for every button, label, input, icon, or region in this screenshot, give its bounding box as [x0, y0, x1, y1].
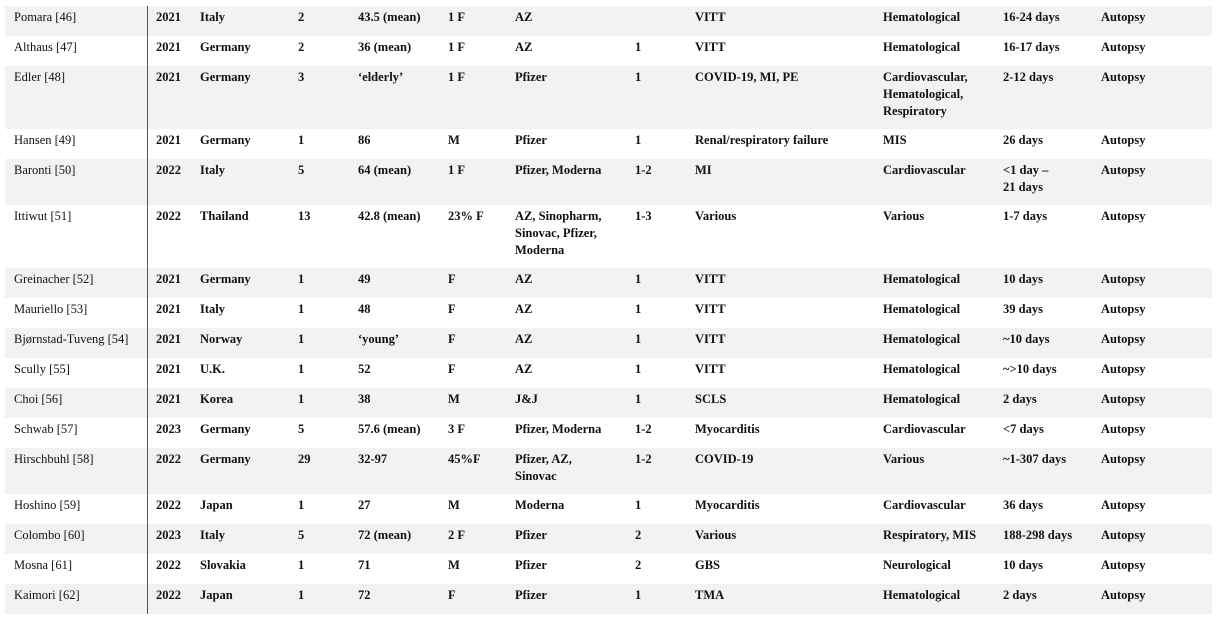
- cell-age: ‘young’: [358, 332, 399, 346]
- table-row: [5, 159, 1212, 205]
- cell-cause: VITT: [695, 10, 726, 24]
- cell-vaccine: Pfizer: [515, 528, 547, 542]
- table-row: [5, 129, 1212, 159]
- cell-cause: VITT: [695, 272, 726, 286]
- cell-cause: SCLS: [695, 392, 727, 406]
- cell-author: Hirschbuhl [58]: [14, 452, 94, 466]
- cell-year: 2022: [156, 558, 181, 572]
- table-row: [5, 205, 1212, 268]
- cell-age: 86: [358, 133, 371, 147]
- cell-sex: 1 F: [448, 10, 466, 24]
- cell-age: 48: [358, 302, 371, 316]
- cell-author: Mauriello [53]: [14, 302, 88, 316]
- cell-age: 27: [358, 498, 371, 512]
- cell-year: 2021: [156, 362, 181, 376]
- cell-dose: 1-2: [635, 452, 652, 466]
- cell-vaccine: Pfizer, AZ, Sinovac: [515, 452, 572, 483]
- cell-system: Various: [883, 452, 925, 466]
- cell-cause: Various: [695, 209, 737, 223]
- cell-time: 1-7 days: [1003, 209, 1048, 223]
- cell-year: 2021: [156, 70, 181, 84]
- column-divider: [147, 6, 148, 614]
- cell-dose: 1: [635, 133, 642, 147]
- cell-n: 1: [298, 588, 305, 602]
- cell-country: Germany: [200, 422, 251, 436]
- cell-n: 5: [298, 528, 305, 542]
- cell-year: 2022: [156, 588, 181, 602]
- cell-age: 64 (mean): [358, 163, 412, 177]
- cell-method: Autopsy: [1101, 588, 1146, 602]
- cell-method: Autopsy: [1101, 362, 1146, 376]
- cell-time: 2 days: [1003, 392, 1037, 406]
- cell-dose: 1: [635, 498, 642, 512]
- cell-n: 3: [298, 70, 305, 84]
- cell-time: <1 day – 21 days: [1003, 163, 1049, 194]
- cell-country: Germany: [200, 40, 251, 54]
- cell-sex: 1 F: [448, 70, 466, 84]
- cell-author: Choi [56]: [14, 392, 63, 406]
- cell-n: 29: [298, 452, 311, 466]
- cell-system: Respiratory, MIS: [883, 528, 977, 542]
- table-row: [5, 66, 1212, 129]
- cell-sex: F: [448, 302, 456, 316]
- table-row: [5, 448, 1212, 494]
- cell-n: 1: [298, 558, 305, 572]
- cell-vaccine: AZ: [515, 362, 533, 376]
- cell-country: Italy: [200, 10, 225, 24]
- cell-time: 188-298 days: [1003, 528, 1073, 542]
- cell-year: 2021: [156, 40, 181, 54]
- cell-vaccine: Pfizer, Moderna: [515, 163, 602, 177]
- cell-age: 38: [358, 392, 371, 406]
- cell-system: Cardiovascular: [883, 163, 966, 177]
- cell-country: Japan: [200, 498, 233, 512]
- cell-vaccine: Pfizer: [515, 133, 547, 147]
- cell-country: Korea: [200, 392, 234, 406]
- cell-year: 2021: [156, 133, 181, 147]
- cell-cause: GBS: [695, 558, 721, 572]
- cell-dose: 2: [635, 528, 642, 542]
- cell-system: Hematological: [883, 10, 961, 24]
- cell-vaccine: Pfizer, Moderna: [515, 422, 602, 436]
- cell-cause: TMA: [695, 588, 725, 602]
- cell-age: 72 (mean): [358, 528, 412, 542]
- cell-method: Autopsy: [1101, 302, 1146, 316]
- cell-sex: F: [448, 272, 456, 286]
- cell-country: Slovakia: [200, 558, 246, 572]
- cell-age: ‘elderly’: [358, 70, 404, 84]
- cell-n: 2: [298, 10, 305, 24]
- cell-time: 16-17 days: [1003, 40, 1060, 54]
- cell-cause: COVID-19, MI, PE: [695, 70, 799, 84]
- table-row: [5, 388, 1212, 418]
- cell-method: Autopsy: [1101, 40, 1146, 54]
- cell-vaccine: Moderna: [515, 498, 565, 512]
- cell-n: 5: [298, 422, 305, 436]
- cell-n: 1: [298, 272, 305, 286]
- table-row: [5, 358, 1212, 388]
- cell-dose: 1: [635, 392, 642, 406]
- cell-dose: 1: [635, 70, 642, 84]
- cell-dose: 1: [635, 588, 642, 602]
- cell-n: 1: [298, 332, 305, 346]
- cell-system: Hematological: [883, 272, 961, 286]
- cell-n: 1: [298, 392, 305, 406]
- cell-author: Schwab [57]: [14, 422, 78, 436]
- cell-method: Autopsy: [1101, 332, 1146, 346]
- cell-time: ~10 days: [1003, 332, 1050, 346]
- cell-year: 2021: [156, 392, 181, 406]
- cell-sex: 1 F: [448, 40, 466, 54]
- cell-cause: VITT: [695, 362, 726, 376]
- cell-author: Colombo [60]: [14, 528, 85, 542]
- cell-country: Norway: [200, 332, 243, 346]
- cell-method: Autopsy: [1101, 452, 1146, 466]
- cell-cause: MI: [695, 163, 712, 177]
- cell-vaccine: J&J: [515, 392, 538, 406]
- cell-year: 2023: [156, 528, 181, 542]
- cell-method: Autopsy: [1101, 422, 1146, 436]
- cell-system: Hematological: [883, 362, 961, 376]
- cell-author: Bjørnstad-Tuveng [54]: [14, 332, 129, 346]
- cell-time: 39 days: [1003, 302, 1043, 316]
- table-row: [5, 298, 1212, 328]
- table-row: [5, 328, 1212, 358]
- cell-year: 2022: [156, 163, 181, 177]
- cell-system: Neurological: [883, 558, 951, 572]
- cell-system: MIS: [883, 133, 907, 147]
- cell-dose: 1: [635, 362, 642, 376]
- table-row: [5, 584, 1212, 614]
- cell-system: Cardiovascular: [883, 498, 966, 512]
- cell-year: 2023: [156, 422, 181, 436]
- cell-vaccine: AZ: [515, 272, 533, 286]
- cell-dose: 1: [635, 272, 642, 286]
- cell-sex: M: [448, 392, 460, 406]
- cell-age: 36 (mean): [358, 40, 412, 54]
- cell-author: Hansen [49]: [14, 133, 76, 147]
- cell-cause: VITT: [695, 40, 726, 54]
- cell-author: Baronti [50]: [14, 163, 76, 177]
- cell-system: Hematological: [883, 332, 961, 346]
- cell-vaccine: AZ: [515, 40, 533, 54]
- cell-sex: M: [448, 133, 460, 147]
- cell-author: Ittiwut [51]: [14, 209, 72, 223]
- cell-system: Hematological: [883, 40, 961, 54]
- cell-year: 2021: [156, 272, 181, 286]
- cell-dose: 1-2: [635, 422, 652, 436]
- cell-method: Autopsy: [1101, 528, 1146, 542]
- cell-time: 10 days: [1003, 272, 1043, 286]
- cell-country: Germany: [200, 452, 251, 466]
- cell-sex: F: [448, 362, 456, 376]
- cell-cause: Myocarditis: [695, 422, 760, 436]
- cell-author: Kaimori [62]: [14, 588, 80, 602]
- cell-vaccine: Pfizer: [515, 70, 547, 84]
- cell-method: Autopsy: [1101, 558, 1146, 572]
- cell-country: Germany: [200, 133, 251, 147]
- cell-time: 26 days: [1003, 133, 1043, 147]
- cell-method: Autopsy: [1101, 70, 1146, 84]
- cell-dose: 1: [635, 332, 642, 346]
- cell-method: Autopsy: [1101, 209, 1146, 223]
- cell-age: 57.6 (mean): [358, 422, 421, 436]
- cell-system: Cardiovascular, Hematological, Respiratory: [883, 70, 968, 118]
- cell-dose: 1: [635, 302, 642, 316]
- cell-n: 1: [298, 362, 305, 376]
- cell-author: Hoshino [59]: [14, 498, 81, 512]
- cell-dose: 2: [635, 558, 642, 572]
- cell-vaccine: AZ: [515, 10, 533, 24]
- cell-author: Althaus [47]: [14, 40, 77, 54]
- cell-method: Autopsy: [1101, 133, 1146, 147]
- cell-age: 43.5 (mean): [358, 10, 421, 24]
- cell-author: Scully [55]: [14, 362, 70, 376]
- table-row: [5, 554, 1212, 584]
- cell-n: 13: [298, 209, 311, 223]
- cell-country: Thailand: [200, 209, 249, 223]
- cell-year: 2022: [156, 498, 181, 512]
- data-table: [5, 6, 1212, 614]
- cell-sex: 45%F: [448, 452, 481, 466]
- cell-sex: 3 F: [448, 422, 466, 436]
- cell-year: 2021: [156, 332, 181, 346]
- cell-time: 36 days: [1003, 498, 1043, 512]
- cell-n: 1: [298, 498, 305, 512]
- cell-dose: 1: [635, 40, 642, 54]
- cell-n: 1: [298, 302, 305, 316]
- cell-cause: Various: [695, 528, 737, 542]
- cell-method: Autopsy: [1101, 392, 1146, 406]
- cell-n: 5: [298, 163, 305, 177]
- cell-author: Greinacher [52]: [14, 272, 94, 286]
- cell-sex: F: [448, 588, 456, 602]
- cell-system: Various: [883, 209, 925, 223]
- cell-author: Pomara [46]: [14, 10, 77, 24]
- cell-cause: COVID-19: [695, 452, 754, 466]
- cell-age: 52: [358, 362, 371, 376]
- cell-time: 16-24 days: [1003, 10, 1060, 24]
- cell-time: <7 days: [1003, 422, 1044, 436]
- cell-system: Cardiovascular: [883, 422, 966, 436]
- cell-age: 72: [358, 588, 371, 602]
- cell-time: 2-12 days: [1003, 70, 1054, 84]
- cell-cause: Renal/respiratory failure: [695, 133, 829, 147]
- cell-method: Autopsy: [1101, 10, 1146, 24]
- cell-cause: Myocarditis: [695, 498, 760, 512]
- cell-year: 2021: [156, 10, 181, 24]
- cell-vaccine: AZ: [515, 302, 533, 316]
- cell-age: 71: [358, 558, 371, 572]
- cell-author: Mosna [61]: [14, 558, 72, 572]
- cell-time: ~>10 days: [1003, 362, 1057, 376]
- cell-sex: M: [448, 558, 460, 572]
- cell-age: 32-97: [358, 452, 388, 466]
- cell-country: U.K.: [200, 362, 225, 376]
- cell-country: Italy: [200, 163, 225, 177]
- cell-system: Hematological: [883, 302, 961, 316]
- cell-sex: 1 F: [448, 163, 466, 177]
- table-row: [5, 494, 1212, 524]
- cell-year: 2021: [156, 302, 181, 316]
- cell-country: Germany: [200, 70, 251, 84]
- table-row: [5, 6, 1212, 36]
- cell-method: Autopsy: [1101, 498, 1146, 512]
- cell-cause: VITT: [695, 332, 726, 346]
- cell-method: Autopsy: [1101, 163, 1146, 177]
- cell-sex: 23% F: [448, 209, 484, 223]
- table-row: [5, 418, 1212, 448]
- cell-sex: M: [448, 498, 460, 512]
- cell-system: Hematological: [883, 392, 961, 406]
- cell-country: Germany: [200, 272, 251, 286]
- cell-time: 10 days: [1003, 558, 1043, 572]
- cell-cause: VITT: [695, 302, 726, 316]
- cell-dose: 1-3: [635, 209, 652, 223]
- cell-time: ~1-307 days: [1003, 452, 1067, 466]
- cell-vaccine: Pfizer: [515, 588, 547, 602]
- cell-vaccine: AZ: [515, 332, 533, 346]
- table-row: [5, 524, 1212, 554]
- cell-vaccine: Pfizer: [515, 558, 547, 572]
- table-row: [5, 268, 1212, 298]
- cell-time: 2 days: [1003, 588, 1037, 602]
- cell-method: Autopsy: [1101, 272, 1146, 286]
- cell-country: Italy: [200, 528, 225, 542]
- cell-sex: F: [448, 332, 456, 346]
- cell-n: 2: [298, 40, 305, 54]
- cell-country: Japan: [200, 588, 233, 602]
- cell-country: Italy: [200, 302, 225, 316]
- cell-age: 42.8 (mean): [358, 209, 421, 223]
- cell-dose: 1-2: [635, 163, 652, 177]
- cell-sex: 2 F: [448, 528, 466, 542]
- cell-year: 2022: [156, 452, 181, 466]
- cell-vaccine: AZ, Sinopharm, Sinovac, Pfizer, Moderna: [515, 209, 602, 257]
- cell-author: Edler [48]: [14, 70, 66, 84]
- cell-age: 49: [358, 272, 371, 286]
- table-row: [5, 36, 1212, 66]
- cell-n: 1: [298, 133, 305, 147]
- cell-year: 2022: [156, 209, 181, 223]
- cell-system: Hematological: [883, 588, 961, 602]
